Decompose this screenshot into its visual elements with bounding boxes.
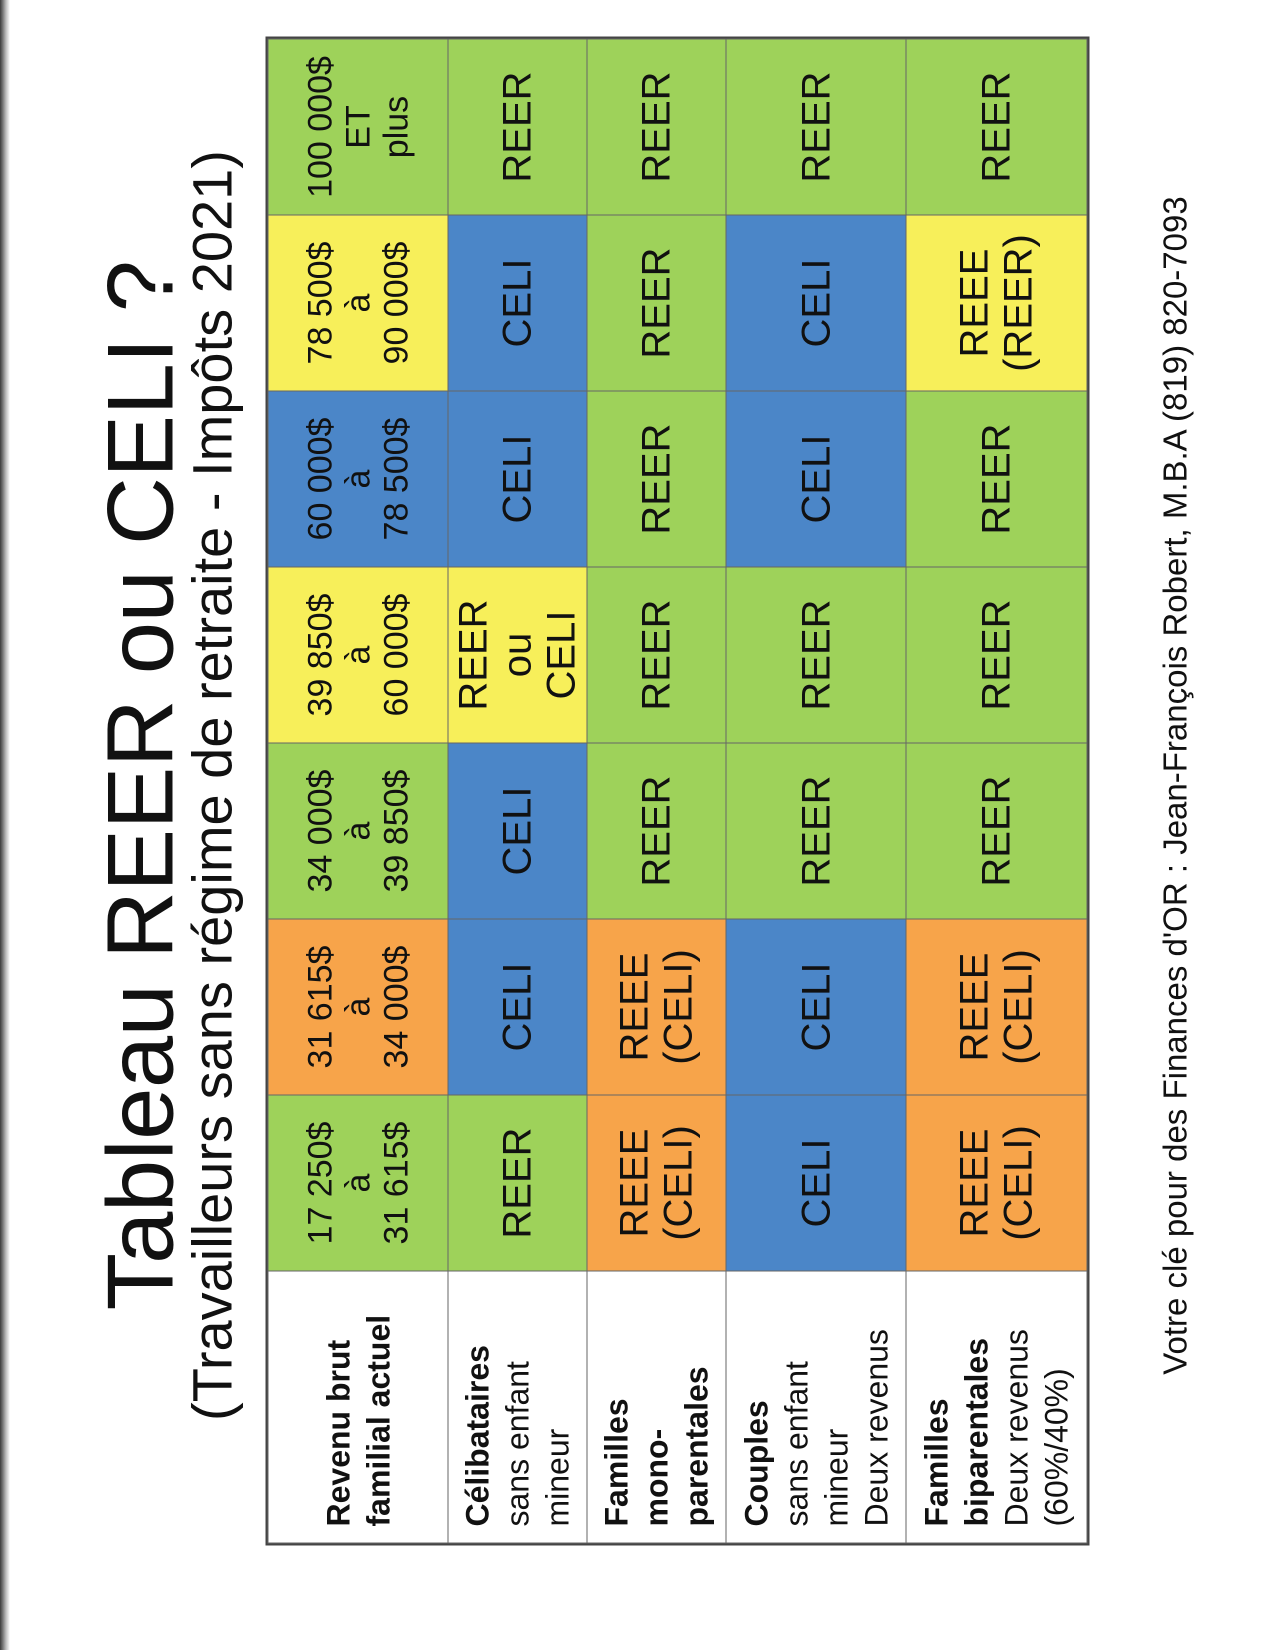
income-column-header-line: 17 250$ [300,1121,339,1244]
income-column-header-line: 39 850$ [300,593,339,716]
footer-contact: Votre clé pour des Finances d'OR : Jean-François Robert, M.B.A (819) 820-7093 [1156,195,1193,1375]
table-cell [448,919,587,1095]
table-cell-line: REER [974,598,1019,711]
table-cell [586,743,725,919]
table-cell [586,215,725,391]
table-row [586,39,725,1543]
row-header-bold-line: Célibataires [458,1344,495,1526]
row-header-line: mineur [817,1428,854,1526]
table-cell-line: REER [450,598,495,711]
income-column-header-line: à [338,293,377,312]
row-header-bold-line: Familles [918,1397,955,1526]
table-cell-line: CELI [793,962,838,1051]
table-cell-line: REER [974,774,1019,887]
income-column-header-line: 31 615$ [376,1121,415,1244]
table-cell-line: CELI [793,1138,838,1227]
row-header [906,1271,1087,1543]
income-column-header [268,39,448,215]
page-subtitle: (Travailleurs sans régime de retraite - Impôts 2021) [180,149,243,1421]
table-cell-line: REEE [952,952,997,1061]
row-header-line: Deux revenus [857,1328,894,1526]
table-cell-line: REER [633,246,678,359]
table-row [906,39,1087,1543]
income-column-header-line: ET [338,104,377,149]
income-column-header-line: 31 615$ [300,945,339,1068]
table-cell-line: REER [494,1126,539,1239]
table-cell-line: REER [633,598,678,711]
table-cell [448,1095,587,1271]
table-cell [586,1095,725,1271]
table-cell [906,215,1087,391]
table-cell-line: REER [494,70,539,183]
income-column-header-line: à [338,469,377,488]
table-cell [725,567,906,743]
row-header-bold-line: mono- [637,1428,674,1526]
table-cell-line: REEE [611,952,656,1061]
income-column-header-line: 78 500$ [376,417,415,540]
income-column-header-line: à [338,1173,377,1192]
corner-header-line-1: Revenu brut [319,1339,356,1526]
table-cell-line: REER [633,70,678,183]
income-column-header [268,743,448,919]
table-cell-line: REER [974,422,1019,535]
row-header-line: sans enfant [498,1360,535,1526]
row-header-bold-line: biparentales [958,1337,995,1526]
income-column-header-line: 34 000$ [300,769,339,892]
corner-header-line-2: familial actuel [359,1314,396,1526]
row-header-bold-line: Couples [737,1399,774,1526]
row-header-bold-line: Familles [597,1397,634,1526]
row-header [725,1271,906,1543]
table-cell [448,743,587,919]
table-cell-line: CELI [494,258,539,347]
income-column-header-line: 60 000$ [376,593,415,716]
recommendation-table [265,36,1089,1545]
table-row [448,39,587,1543]
table-cell [725,39,906,215]
table-cell [906,919,1087,1095]
table-cell-line: REEE [952,248,997,357]
table-cell [725,215,906,391]
income-column-header-line: à [338,821,377,840]
table-cell-line: (CELI) [655,948,700,1065]
row-header [448,1271,587,1543]
table-cell [586,39,725,215]
table-cell [586,391,725,567]
row-header-line: mineur [538,1428,575,1526]
table-cell-line: REEE [611,1128,656,1237]
table-cell-line: REER [793,598,838,711]
table-cell [448,39,587,215]
page-title: Tableau REER ou CELI ? [87,260,192,1310]
table-cell [586,567,725,743]
table-cell-line: REER [974,70,1019,183]
table-body [448,39,1087,1543]
table-cell [448,215,587,391]
income-column-header [268,1095,448,1271]
table-cell [906,567,1087,743]
income-column-header-line: 100 000$ [300,55,339,198]
table-cell-line: CELI [494,786,539,875]
income-column-header [268,215,448,391]
table-cell-line: REER [633,422,678,535]
table-cell-line: (CELI) [996,1124,1041,1241]
income-column-header-line: 78 500$ [300,241,339,364]
table-cell-line: CELI [793,258,838,347]
table-cell-line: CELI [793,434,838,523]
table-cell-line: (CELI) [655,1124,700,1241]
income-column-header-line: à [338,997,377,1016]
table-cell [725,1095,906,1271]
table-cell [725,743,906,919]
income-column-header [268,391,448,567]
income-column-header [268,567,448,743]
income-column-header [268,919,448,1095]
table-cell-line: CELI [494,962,539,1051]
recommendation-grid [267,38,1087,1543]
row-header-bold-line: parentales [677,1365,714,1526]
table-cell-line: CELI [538,610,583,699]
income-column-header-line: à [338,645,377,664]
income-column-header-line: 34 000$ [376,945,415,1068]
table-cell-line: REER [633,774,678,887]
table-cell-line: ou [494,632,539,677]
table-row [725,39,906,1543]
row-header [586,1271,725,1543]
table-cell [906,1095,1087,1271]
table-cell [906,391,1087,567]
income-column-header-line: plus [376,95,415,158]
row-header-line: (60%/40%) [1038,1367,1075,1526]
table-cell [906,743,1087,919]
table-cell [725,919,906,1095]
income-column-header-line: 90 000$ [376,241,415,364]
income-header-row [268,39,448,1543]
table-cell-line: (CELI) [996,948,1041,1065]
income-column-header-line: 60 000$ [300,417,339,540]
table-cell-line: REER [793,70,838,183]
table-cell [448,567,587,743]
table-cell-line: REEE [952,1128,997,1237]
table-cell [586,919,725,1095]
table-cell [725,391,906,567]
table-cell [906,39,1087,215]
table-cell [448,391,587,567]
income-column-header-line: 39 850$ [376,769,415,892]
table-cell-line: REER [793,774,838,887]
row-header-line: sans enfant [777,1360,814,1526]
table-cell-line: (REER) [996,233,1041,372]
table-cell-line: CELI [494,434,539,523]
row-header-line: Deux revenus [998,1328,1035,1526]
corner-header [268,1271,448,1543]
